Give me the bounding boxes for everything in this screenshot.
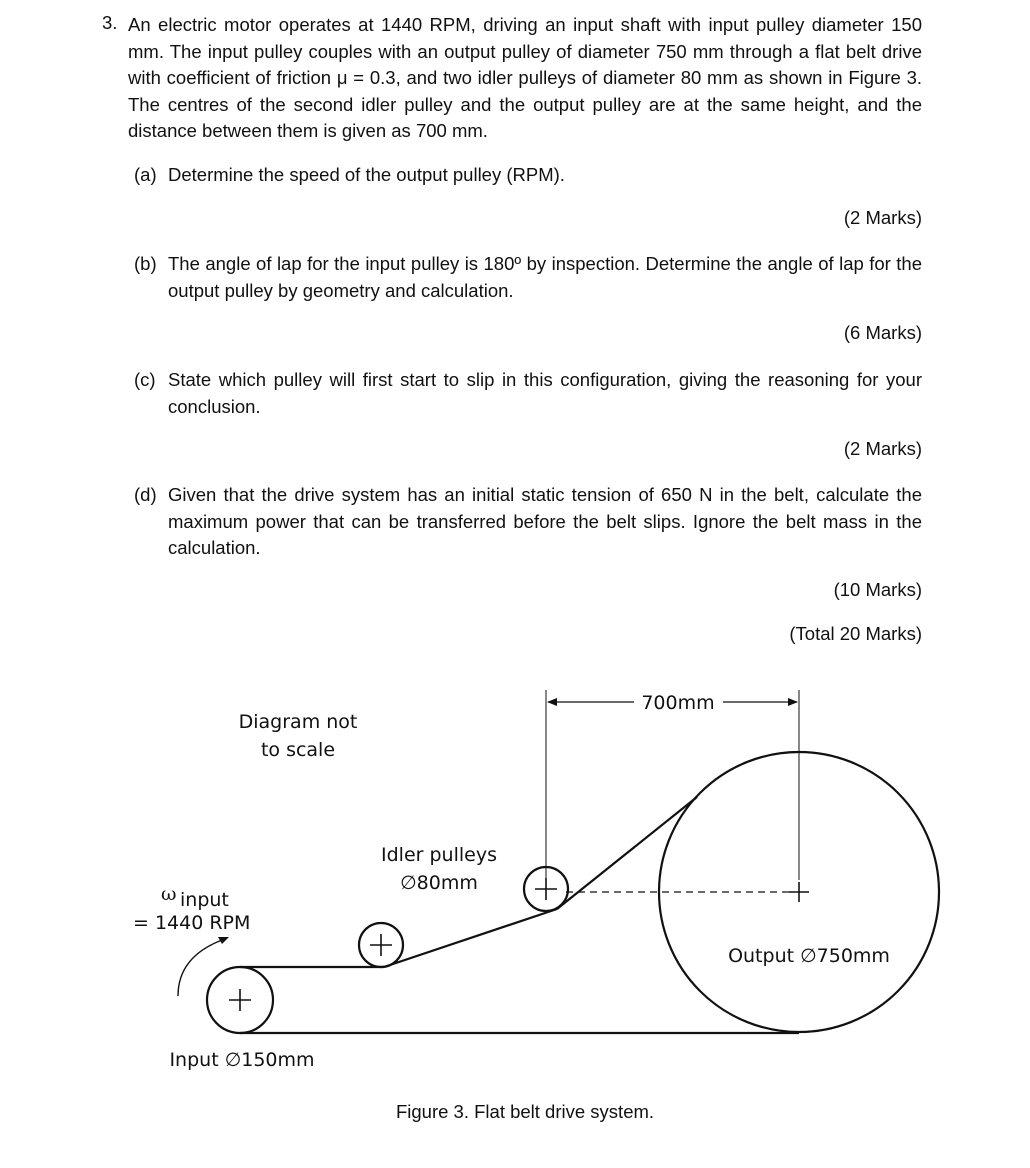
diagram-note-line1: Diagram not [238,711,358,733]
part-b-text: The angle of lap for the input pulley is 180º by inspection. Determine the angle of lap for the output pulley by geometry and calculation. [168,253,922,301]
part-b-marks: (6 Marks) [843,322,922,343]
part-d-marks: (10 Marks) [833,579,922,600]
total-marks: (Total 20 Marks) [789,623,922,644]
question-intro: An electric motor operates at 1440 RPM, driving an input shaft with input pulley diameter 150 mm. The input pulley couples with an output pulley of diameter 750 mm through a flat belt drive with coefficient of friction μ = 0.3, and two idler pulleys of diameter 80 mm as shown in Figure 3. The centres of the second idler pulley and the output pulley are at the same height, and the distance between them is given as 700 mm. [128,14,922,141]
idler-label-line1: Idler pulleys [381,844,497,866]
part-c-label: (c) [134,369,156,390]
flat-belt [240,797,799,1033]
omega-value: = 1440 RPM [133,912,251,934]
question-number: 3. [102,12,118,33]
dimension-label: 700mm [641,692,715,714]
part-a-marks: (2 Marks) [843,207,922,228]
part-d-label: (d) [134,484,157,505]
idler-1-centre-mark [370,934,392,956]
idler-label-line2: ∅80mm [400,872,478,894]
idler-2-centre-mark [535,878,557,900]
omega-subscript: input [180,889,229,911]
input-centre-mark [229,989,251,1011]
rotation-arrow-icon [178,937,229,996]
omega-symbol: ω [161,883,177,905]
output-label: Output ∅750mm [728,945,890,967]
output-centre-mark [789,882,809,902]
part-a-label: (a) [134,164,157,185]
diagram-note-line2: to scale [260,739,336,761]
figure-caption: Figure 3. Flat belt drive system. [395,1101,655,1122]
part-d-text: Given that the drive system has an initial static tension of 650 N in the belt, calculate the maximum power that can be transferred before the belt slips. Ignore the belt mass in the calculation. [168,484,922,558]
part-b-label: (b) [134,253,157,274]
part-c-text: State which pulley will first start to slip in this configuration, giving the reasoning for your conclusion. [168,369,922,417]
part-c-marks: (2 Marks) [843,438,922,459]
input-label: Input ∅150mm [169,1049,315,1071]
part-a-text: Determine the speed of the output pulley (RPM). [168,164,565,185]
